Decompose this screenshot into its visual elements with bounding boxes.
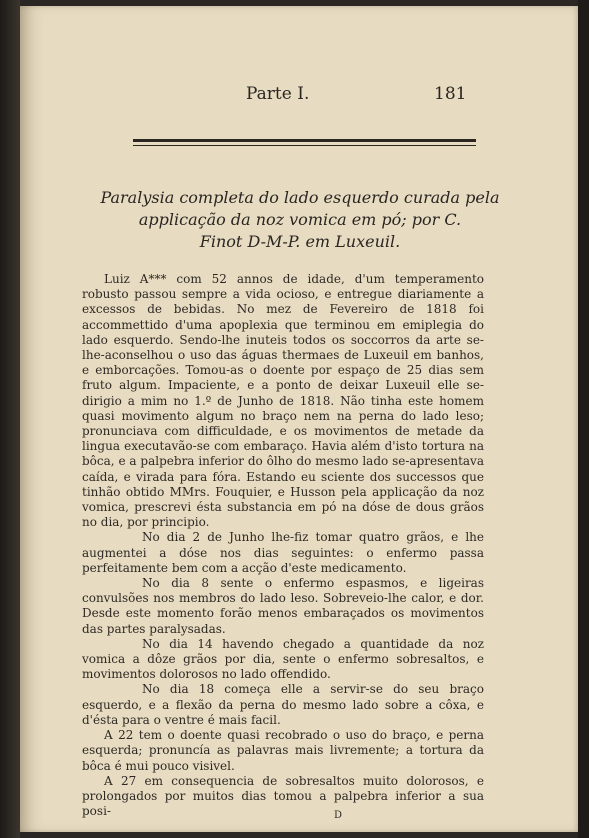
header-rule-thick	[133, 139, 476, 142]
paragraph-1: Luiz A*** com 52 annos de idade, d'um temperamento robusto passou sempre a vida ocioso, e entregue diariamente a excessos de bebidas. No mez de Fevereiro de 1818 foi accommettido d'uma apoplexia que terminou em emiplegia do lado esquerdo. Sendo-lhe inuteis todos os soccorros da arte se-lhe-aconselhou o uso das águas thermaes de Luxeuil em banhos, e emborcações. Tomou-as o doente por espaço de 25 dias sem fruto algum. Impaciente, e a ponto de deixar Luxeuil elle se-dirigio a mim no 1.º de Junho de 1818. Não tinha este homem quasi movimento algum no braço nem na perna do lado leso; pronunciava com difficuldade, e os movimentos de metade da lingua executavão-se com embaraço. Havia além d'isto tortura na bôca, e a palpebra inferior do ôlho do mesmo lado se-apresentava caída, e virada para fóra. Estando eu sciente dos successos que tinhão obtido MMrs. Fouquier, e Husson pela applicação da noz vomica, prescrevi ésta substancia em pó na dóse de dous grãos no dia, por principio.	[82, 272, 484, 530]
paragraph-7: A 27 em consequencia de sobresaltos muito dolorosos, e prolongados por muitos dias tomou a palpebra inferior a sua posi-	[82, 773, 484, 819]
header-rule-thin	[133, 145, 476, 146]
page-edge	[578, 0, 589, 838]
paragraph-5: No dia 18 começa elle a servir-se do seu braço esquerdo, e a flexão da perna do mesmo lado sobre a côxa, e d'ésta para o ventre é mais facil.	[82, 682, 484, 727]
paragraph-3: No dia 8 sente o enfermo espasmos, e ligeiras convulsões nos membros do lado leso. Sobreveio-lhe calor, e dor. Desde este momento forão menos embaraçados os movimentos das partes paralysadas.	[82, 576, 484, 636]
title-line-1: Paralysia completa do lado esquerdo curada pela	[100, 188, 500, 207]
paragraph-6: A 22 tem o doente quasi recobrado o uso do braço, e perna esquerda; pronuncía as palavras mais livremente; a tortura da bôca é mui pouco visivel.	[82, 728, 484, 773]
title-line-3: Finot D-M-P. em Luxeuil.	[199, 232, 401, 251]
page-number: 181	[434, 84, 467, 104]
article-title	[80, 187, 520, 253]
signature-mark: D	[334, 810, 343, 821]
title-line-2: applicação da noz vomica em pó; por C.	[138, 210, 462, 229]
paragraph-2: No dia 2 de Junho lhe-fiz tomar quatro grãos, e lhe augmentei a dóse nos dias seguintes: o enfermo passa perfeitamente bem com a acção d'este medicamento.	[82, 530, 484, 575]
article-body	[82, 272, 484, 819]
running-header	[20, 84, 578, 108]
book-page	[20, 6, 578, 832]
part-label: Parte I.	[246, 84, 310, 104]
book-spine	[0, 0, 20, 838]
paragraph-4: No dia 14 havendo chegado a quantidade da noz vomica a dôze grãos por dia, sente o enfermo sobresaltos, e movimentos dolorosos no lado offendido.	[82, 636, 484, 682]
